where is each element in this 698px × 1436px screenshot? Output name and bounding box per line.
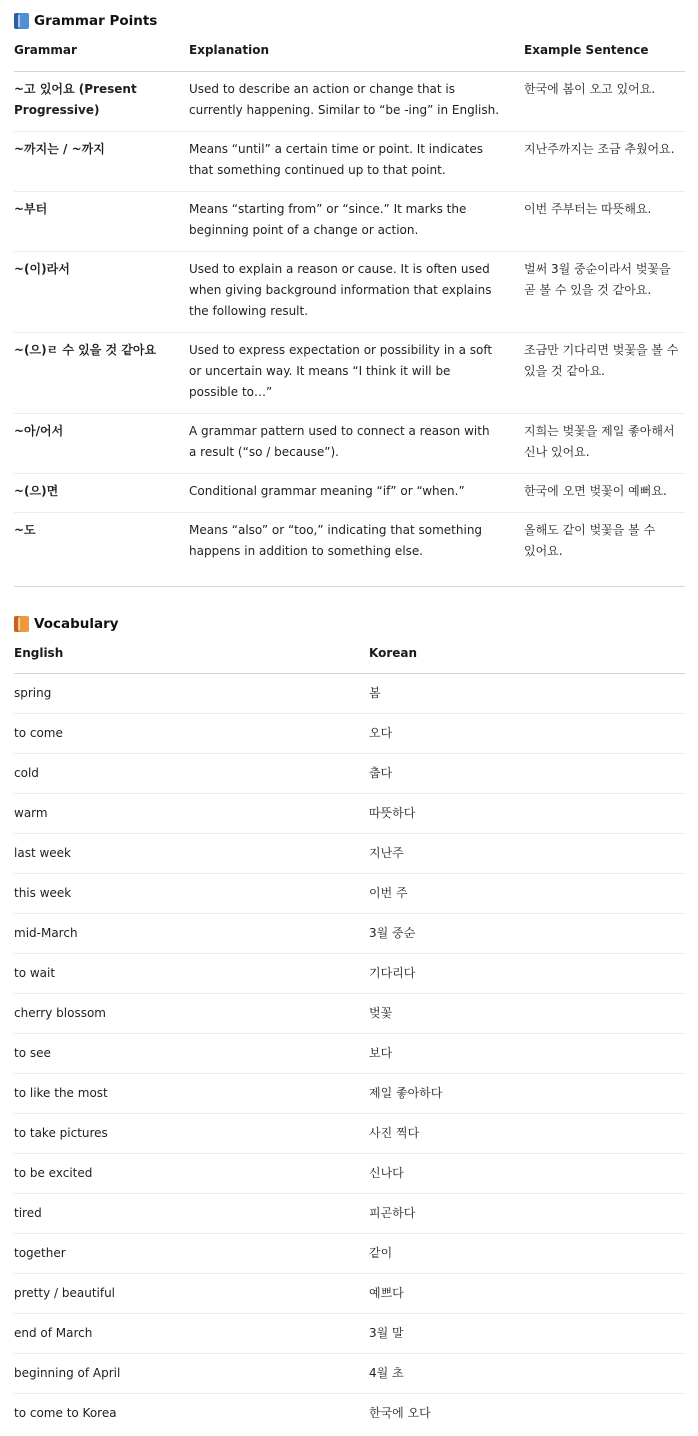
grammar-cell: ~도 [14, 523, 36, 537]
english-cell: tired [14, 1194, 369, 1234]
english-cell: end of March [14, 1314, 369, 1354]
blue-book-icon [14, 13, 29, 29]
grammar-row [14, 252, 685, 333]
korean-cell: 신나다 [369, 1154, 685, 1194]
grammar-cell: ~아/어서 [14, 414, 189, 474]
explanation-cell: Used to describe an action or change that is currently happening. Similar to “be -ing” in English. [189, 72, 524, 132]
english-cell: to like the most [14, 1074, 369, 1114]
grammar-table-body [14, 72, 685, 573]
korean-cell: 사진 찍다 [369, 1114, 685, 1154]
english-cell: mid-March [14, 914, 369, 954]
vocabulary-row [14, 1394, 685, 1434]
english-cell: to come [14, 714, 369, 754]
vocabulary-row [14, 874, 685, 914]
explanation-cell: Means “starting from” or “since.” It marks the beginning point of a change or action. [189, 192, 524, 252]
grammar-cell: ~까지는 / ~까지 [14, 132, 189, 192]
vocabulary-row [14, 914, 685, 954]
explanation-col-header: Explanation [189, 43, 524, 72]
example-cell: 이번 주부터는 따뜻해요. [524, 192, 685, 252]
korean-cell: 피곤하다 [369, 1194, 685, 1234]
explanation-cell: Means “also” or “too,” indicating that something happens in addition to something else. [189, 523, 483, 558]
vocabulary-row [14, 994, 685, 1034]
explanation-cell: A grammar pattern used to connect a reason with a result (“so / because”). [189, 414, 524, 474]
english-cell: spring [14, 674, 369, 714]
grammar-row [14, 192, 685, 252]
vocabulary-section [14, 614, 685, 1433]
english-cell: last week [14, 834, 369, 874]
grammar-cell: ~(으)면 [14, 474, 189, 513]
english-cell: pretty / beautiful [14, 1274, 369, 1314]
grammar-cell: ~(이)라서 [14, 252, 189, 333]
vocabulary-table [14, 646, 685, 1433]
vocabulary-row [14, 1194, 685, 1234]
korean-cell: 지난주 [369, 834, 685, 874]
vocabulary-row [14, 1314, 685, 1354]
vocabulary-row [14, 714, 685, 754]
example-cell: 지희는 벚꽃을 제일 좋아해서 신나 있어요. [524, 414, 685, 474]
english-cell: to be excited [14, 1154, 369, 1194]
english-cell: beginning of April [14, 1354, 369, 1394]
grammar-row [14, 414, 685, 474]
korean-cell: 이번 주 [369, 874, 685, 914]
english-cell: to see [14, 1034, 369, 1074]
vocabulary-row [14, 1234, 685, 1274]
vocabulary-row [14, 954, 685, 994]
grammar-section [14, 0, 685, 572]
grammar-col-header: Grammar [14, 43, 189, 72]
korean-cell: 한국에 오다 [369, 1406, 431, 1420]
grammar-row [14, 132, 685, 192]
section-divider [14, 586, 685, 587]
korean-cell: 3월 중순 [369, 914, 685, 954]
example-col-header: Example Sentence [524, 43, 685, 72]
vocabulary-row [14, 1274, 685, 1314]
english-col-header: English [14, 646, 369, 674]
example-cell: 한국에 오면 벚꽃이 예뻐요. [524, 474, 685, 513]
korean-cell: 예쁘다 [369, 1274, 685, 1314]
korean-cell: 벚꽃 [369, 994, 685, 1034]
grammar-row [14, 513, 685, 573]
vocabulary-row [14, 794, 685, 834]
vocabulary-header-row [14, 646, 685, 674]
english-cell: cherry blossom [14, 994, 369, 1034]
grammar-table [14, 43, 685, 572]
vocabulary-row [14, 1074, 685, 1114]
grammar-section-title [14, 11, 685, 31]
vocabulary-row [14, 834, 685, 874]
korean-cell: 제일 좋아하다 [369, 1074, 685, 1114]
example-cell: 한국에 봄이 오고 있어요. [524, 72, 685, 132]
example-cell: 지난주까지는 조금 추웠어요. [524, 132, 685, 192]
vocabulary-row [14, 674, 685, 714]
explanation-cell: Used to explain a reason or cause. It is often used when giving background information that explains the following result. [189, 252, 524, 333]
korean-cell: 기다리다 [369, 954, 685, 994]
vocabulary-table-body [14, 674, 685, 1434]
english-cell: this week [14, 874, 369, 914]
example-cell: 벌써 3월 중순이라서 벚꽃을 곧 볼 수 있을 것 같아요. [524, 252, 685, 333]
korean-cell: 봄 [369, 674, 685, 714]
example-cell: 올해도 같이 벚꽃을 볼 수 있어요. [524, 523, 656, 558]
korean-cell: 같이 [369, 1234, 685, 1274]
vocabulary-section-title [14, 614, 685, 634]
korean-cell: 4월 초 [369, 1354, 685, 1394]
vocabulary-row [14, 1034, 685, 1074]
english-cell: to take pictures [14, 1114, 369, 1154]
korean-cell: 보다 [369, 1034, 685, 1074]
vocabulary-row [14, 754, 685, 794]
english-cell: together [14, 1234, 369, 1274]
english-cell: warm [14, 794, 369, 834]
grammar-header-row [14, 43, 685, 72]
explanation-cell: Used to express expectation or possibility in a soft or uncertain way. It means “I think it will be possible to…” [189, 333, 524, 414]
grammar-cell: ~고 있어요 (Present Progressive) [14, 72, 189, 132]
grammar-cell: ~(으)ㄹ 수 있을 것 같아요 [14, 333, 189, 414]
korean-col-header: Korean [369, 646, 685, 674]
grammar-cell: ~부터 [14, 192, 189, 252]
vocabulary-row [14, 1154, 685, 1194]
korean-cell: 3월 말 [369, 1314, 685, 1354]
vocabulary-row [14, 1114, 685, 1154]
english-cell: to wait [14, 954, 369, 994]
explanation-cell: Conditional grammar meaning “if” or “when.” [189, 474, 524, 513]
english-cell: cold [14, 754, 369, 794]
vocabulary-row [14, 1354, 685, 1394]
explanation-cell: Means “until” a certain time or point. It indicates that something continued up to that point. [189, 132, 524, 192]
korean-cell: 춥다 [369, 754, 685, 794]
orange-book-icon [14, 616, 29, 632]
grammar-title-text: Grammar Points [34, 13, 158, 29]
grammar-row [14, 72, 685, 132]
korean-cell: 따뜻하다 [369, 794, 685, 834]
example-cell: 조금만 기다리면 벚꽃을 볼 수 있을 것 같아요. [524, 333, 685, 414]
korean-cell: 오다 [369, 714, 685, 754]
grammar-row [14, 333, 685, 414]
grammar-row [14, 474, 685, 513]
vocabulary-title-text: Vocabulary [34, 616, 119, 632]
english-cell: to come to Korea [14, 1406, 117, 1420]
